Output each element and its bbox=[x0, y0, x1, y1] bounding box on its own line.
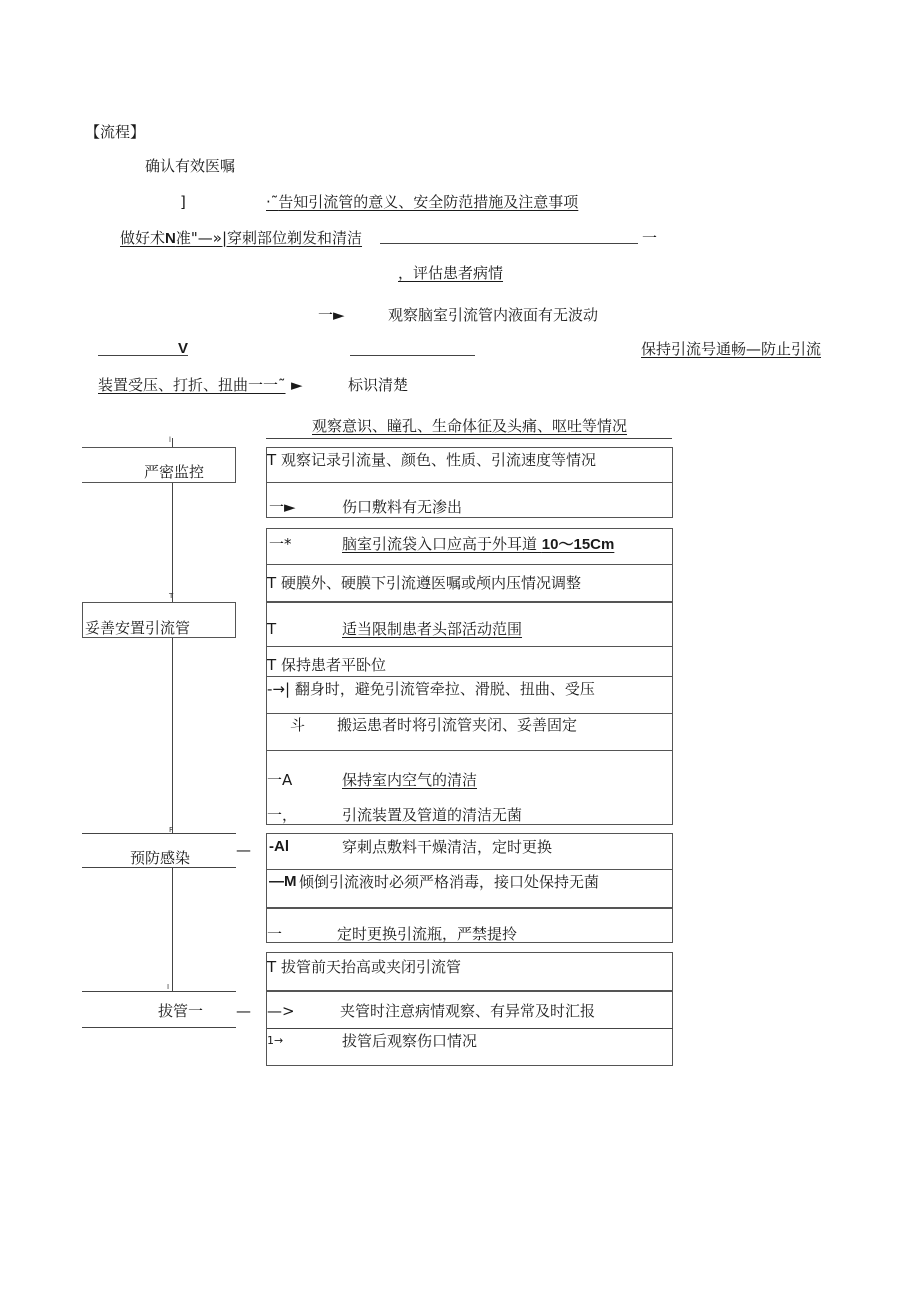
item-text: 保持患者平卧位 bbox=[280, 656, 386, 674]
item-box-before-remove bbox=[266, 952, 673, 991]
device-arrow-icon: ► bbox=[291, 376, 303, 394]
item-clamp: 夹管时注意病情观察、有异常及时汇报 bbox=[340, 1002, 596, 1020]
item-text: 硬膜外、硬膜下引流遵医嘱或颅内压情况调整 bbox=[280, 574, 581, 592]
item-marker: T bbox=[267, 656, 277, 674]
item-clamp-marker: —> bbox=[267, 1002, 295, 1020]
item-height-marker: 一* bbox=[269, 535, 292, 553]
item-text: 拔管前天抬高或夹闭引流管 bbox=[280, 958, 461, 976]
item-drain: 倾倒引流液时必须严格消毒，接口处保持无菌 bbox=[299, 873, 600, 891]
step-observe-fluid: 观察脑室引流管内液面有无波动 bbox=[388, 306, 599, 324]
section-label-remove bbox=[82, 991, 236, 1028]
item-height-text: 脑室引流袋入口应高于外耳道 bbox=[342, 535, 538, 553]
spine-1 bbox=[172, 482, 173, 602]
item-box-supine bbox=[266, 647, 673, 677]
step-label-clear: 标识清楚 bbox=[348, 376, 409, 394]
step-device: 装置受压、打折、扭曲一一˜ bbox=[98, 376, 286, 394]
spine-3 bbox=[172, 868, 173, 991]
item-marker: T bbox=[267, 574, 277, 592]
item-box-limit bbox=[266, 602, 673, 647]
section-label-tube-text: 妥善安置引流管 bbox=[85, 619, 191, 637]
item-dressing-marker: -Al bbox=[269, 838, 289, 855]
item-wound: 伤口敷料有无渗出 bbox=[342, 498, 463, 516]
spine-top bbox=[172, 438, 173, 447]
step-patency: 保持引流号通畅—防止引流 bbox=[641, 340, 822, 358]
item-box-transport bbox=[266, 714, 673, 751]
item-box-bottle bbox=[266, 908, 673, 943]
item-turn bbox=[267, 680, 595, 698]
spine-2 bbox=[172, 638, 173, 833]
item-adjust bbox=[267, 574, 581, 592]
item-before-remove bbox=[267, 958, 461, 976]
step-prepare bbox=[120, 229, 362, 248]
line-v-left bbox=[98, 355, 188, 356]
item-box-dressing bbox=[266, 833, 673, 870]
item-height-value: 10〜15Cm bbox=[541, 536, 615, 553]
item-height bbox=[342, 535, 614, 554]
item-after-marker: 1→ bbox=[267, 1034, 284, 1047]
v-mark: V bbox=[178, 340, 189, 357]
infection-dash: — bbox=[236, 841, 251, 859]
item-box-wound bbox=[266, 483, 673, 518]
shave-underline bbox=[380, 243, 638, 244]
item-limit: 适当限制患者头部活动范围 bbox=[342, 620, 523, 638]
inform-text: 告知引流管的意义、安全防范措施及注意事项 bbox=[278, 193, 579, 211]
step-assess: ，评估患者病情 bbox=[398, 264, 504, 282]
item-after-remove: 拔管后观察伤口情况 bbox=[342, 1032, 478, 1050]
item-air: 保持室内空气的清洁 bbox=[342, 771, 478, 789]
item-transport-marker: 斗 bbox=[290, 716, 306, 734]
item-text: 观察记录引流量、颜色、性质、引流速度等情况 bbox=[280, 451, 596, 469]
item-text: 翻身时，避免引流管牵拉、滑脱、扭曲、受压 bbox=[294, 680, 595, 698]
item-supine bbox=[267, 656, 386, 674]
section-label-infection bbox=[82, 833, 236, 868]
tiny-mark-c: F bbox=[169, 826, 174, 834]
step-shave: 穿刺部位剃发和清洁 bbox=[227, 229, 363, 247]
item-bottle-marker: 一 bbox=[267, 925, 283, 943]
item-box-adjust bbox=[266, 565, 673, 602]
section-label-tube bbox=[82, 602, 236, 638]
item-box-record bbox=[266, 447, 673, 483]
line-clamp bbox=[267, 1028, 673, 1029]
prepare-bold: N bbox=[165, 230, 176, 247]
item-observe-vitals: 观察意识、瞳孔、生命体征及头痛、呕吐等情况 bbox=[312, 417, 628, 435]
item-bottle: 定时更换引流瓶，严禁提拎 bbox=[337, 925, 518, 943]
item-air-marker: 一A bbox=[267, 771, 293, 789]
step-inform bbox=[266, 193, 578, 211]
item-box-drain bbox=[266, 870, 673, 908]
section-label-infection-text: 预防感染 bbox=[130, 849, 191, 867]
tiny-mark-b: T bbox=[169, 592, 174, 600]
line-mid bbox=[350, 355, 475, 356]
item-sterile: 引流装置及管道的清洁无菌 bbox=[342, 806, 523, 824]
item-limit-marker: T bbox=[267, 620, 277, 638]
item-dressing: 穿刺点敷料干燥清洁，定时更换 bbox=[342, 838, 553, 856]
tiny-mark-d: I bbox=[167, 983, 170, 991]
item-box-air bbox=[266, 751, 673, 825]
item-record bbox=[267, 451, 596, 469]
item-drain-marker: —M bbox=[269, 873, 297, 890]
prepare-prefix: 做好术 bbox=[120, 229, 166, 247]
item-wound-marker: 一► bbox=[269, 498, 296, 516]
item-box-turn bbox=[266, 676, 673, 714]
tiny-mark-a: l bbox=[169, 436, 171, 444]
section-label-monitor-text: 严密监控 bbox=[144, 463, 205, 481]
section-label-remove-text: 拔管一 bbox=[158, 1002, 204, 1020]
item-marker: T bbox=[267, 958, 277, 976]
bracket-mark: ] bbox=[180, 193, 186, 211]
item-sterile-marker: 一， bbox=[267, 806, 298, 824]
inform-prefix: ·˜ bbox=[266, 193, 279, 211]
item-box-height bbox=[266, 528, 673, 565]
item-marker: -→| bbox=[267, 680, 291, 698]
prepare-bar: | bbox=[221, 229, 227, 247]
page-title: 【流程】 bbox=[85, 123, 146, 141]
line-vitals bbox=[266, 438, 672, 439]
item-transport: 搬运患者时将引流管夹闭、妥善固定 bbox=[337, 716, 578, 734]
arrow-icon: 一► bbox=[318, 306, 345, 324]
step-confirm-order: 确认有效医嘱 bbox=[145, 157, 236, 175]
section-label-monitor bbox=[82, 447, 236, 483]
shave-dash: 一 bbox=[642, 229, 658, 247]
prepare-suffix: 准"—» bbox=[175, 229, 222, 247]
remove-dash: — bbox=[236, 1002, 251, 1020]
item-marker: T bbox=[267, 451, 277, 469]
item-box-clamp bbox=[266, 991, 673, 1066]
